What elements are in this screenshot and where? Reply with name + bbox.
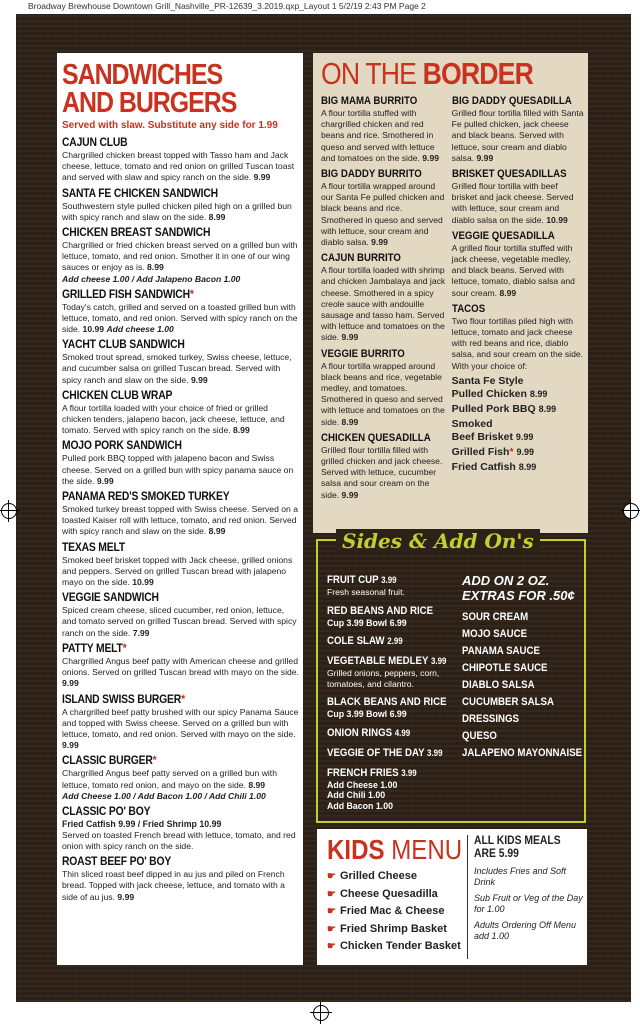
taco-label: Fried Catfish bbox=[451, 460, 516, 473]
item-star: * bbox=[189, 288, 194, 301]
item-description bbox=[62, 240, 299, 274]
item-description-text: Southwestern style pulled chicken piled high on a grilled bun with spicy ranch and slaw on the side. bbox=[62, 200, 292, 222]
kids-item-label: Fried Shrimp Basket bbox=[339, 922, 447, 935]
item-star: * bbox=[122, 642, 127, 655]
side-name-text: ONION RINGS bbox=[327, 726, 393, 739]
extra-sauce: JALAPENO MAYONNAISE bbox=[462, 747, 583, 759]
item-description-text: Smoked beef brisket topped with Jack cheese, grilled onions and peppers. Served on grilled Tuscan bread with jalapeno mayo on the side. bbox=[62, 554, 293, 588]
border-item-price: 8.99 bbox=[499, 287, 517, 298]
item-extra: Add cheese 1.00 bbox=[106, 324, 174, 335]
item-price-line: Fried Catfish 9.99 / Fried Shrimp 10.99 bbox=[62, 818, 222, 829]
menu-item bbox=[62, 541, 299, 589]
item-price: 9.99 bbox=[253, 172, 271, 183]
border-item-description bbox=[452, 108, 584, 164]
item-name bbox=[62, 187, 275, 201]
extras-title-1: ADD ON 2 OZ. bbox=[462, 573, 550, 588]
taco-label: Smoked bbox=[451, 417, 493, 430]
item-name-text: ROAST BEEF PO' BOY bbox=[62, 856, 172, 869]
item-star: * bbox=[152, 755, 157, 768]
border-item-text: A flour tortilla loaded with shrimp and chicken Jambalaya and jack cheese. Smothered in a spicy creole sauce with andouille sausage and tasso ham. Served with lettuce and tomatoes on the side. bbox=[321, 265, 446, 343]
pointer-icon: ☛ bbox=[327, 906, 336, 917]
kids-panel bbox=[317, 829, 587, 965]
border-item-description bbox=[321, 445, 446, 501]
border-item-description bbox=[321, 181, 446, 248]
item-description bbox=[62, 555, 299, 589]
item-name-text: CAJUN CLUB bbox=[62, 137, 128, 149]
item-description-text: Served on toasted French bread with lettuce, tomato, and red onion with spicy ranch on the side. bbox=[62, 829, 296, 851]
item-description-text: Chargrilled Angus beef patty served on a grilled bun with lettuce, tomato red onion, and mayo on the side. bbox=[62, 768, 277, 790]
taco-price: 9.99 bbox=[516, 446, 534, 457]
item-name-text: TEXAS MELT bbox=[62, 541, 125, 554]
item-name-text: CHICKEN CLUB WRAP bbox=[62, 389, 173, 402]
kids-info-line: Adults Ordering Off Menu add 1.00 bbox=[474, 920, 577, 941]
side-name-text: RED BEANS AND RICE bbox=[327, 604, 434, 617]
item-name bbox=[62, 338, 275, 352]
menu-item bbox=[62, 439, 299, 487]
tacos-name: TACOS bbox=[451, 302, 485, 315]
pointer-icon: ☛ bbox=[327, 871, 336, 882]
border-column-2 bbox=[452, 94, 584, 504]
item-name bbox=[62, 226, 275, 240]
item-name-text: SANTA FE CHICKEN SANDWICH bbox=[62, 187, 218, 200]
item-name-text: PATTY MELT bbox=[62, 642, 123, 655]
item-description-text: Chargrilled chicken breast topped with Tasso ham and Jack cheese, lettuce, tomato and red onion on grilled Tuscan toast and served with slaw and spicy ranch on the side. bbox=[62, 150, 295, 183]
border-item-price: 9.99 bbox=[422, 152, 440, 163]
item-price: 10.99 bbox=[82, 324, 105, 335]
extras-column bbox=[462, 573, 584, 764]
item-description-text: A chargrilled beef patty brushed with our spicy Panama Sauce and topped with Swiss cheese. Served on a grilled bun with lettuce, tomato, and red onion. Served with mayo on the side. bbox=[62, 706, 299, 739]
taco-label: Santa Fe Style bbox=[451, 374, 524, 387]
item-price: 10.99 bbox=[132, 577, 154, 588]
sandwiches-subtitle: Served with slaw. Substitute any side for 1.99 bbox=[62, 120, 278, 131]
side-item bbox=[327, 746, 462, 760]
border-item-description bbox=[452, 181, 584, 226]
border-title-b: BORDER bbox=[422, 56, 534, 91]
side-name-text: FRUIT CUP bbox=[327, 574, 379, 586]
burgers-title: AND BURGERS bbox=[62, 87, 237, 119]
item-name bbox=[62, 855, 275, 869]
pointer-icon: ☛ bbox=[327, 888, 336, 900]
taco-label-2: Beef Brisket bbox=[451, 430, 513, 443]
side-name-text: VEGETABLE MEDLEY bbox=[327, 655, 429, 667]
side-price: 4.99 bbox=[394, 727, 411, 738]
item-description-text: Pulled pork BBQ topped with jalapeno bacon and Swiss cheese. Served on a grilled bun with spicy panama sauce on the side. bbox=[62, 453, 294, 486]
border-item-price: 9.99 bbox=[341, 489, 359, 500]
sides-panel bbox=[316, 529, 586, 823]
kids-title-b: MENU bbox=[384, 834, 463, 865]
taco-options bbox=[452, 375, 584, 474]
kids-item-label: Cheese Quesadilla bbox=[339, 887, 438, 900]
side-item bbox=[327, 695, 462, 720]
side-price-line: Cup 3.99 Bowl 6.99 bbox=[327, 617, 407, 628]
menu-item bbox=[62, 805, 299, 852]
border-item-name: BIG DADDY BURRITO bbox=[321, 168, 422, 181]
border-item-description bbox=[321, 108, 446, 164]
side-name-text: FRENCH FRIES bbox=[327, 766, 399, 779]
border-item-price: 10.99 bbox=[546, 214, 568, 225]
item-description-text: Chargrilled or fried chicken breast served on a grilled bun with lettuce, tomato, and red onion. Smother it in one of our wing sauces or enjoy as is. bbox=[62, 240, 298, 273]
border-item-text: A flour tortilla wrapped around black beans and rice, vegetable medley, and tomatoes. Smothered in queso and served with lettuce and tomatoes on the side. bbox=[321, 360, 445, 427]
border-item-name: BRISKET QUESADILLAS bbox=[451, 168, 567, 181]
taco-option bbox=[452, 461, 584, 474]
item-name-text: ISLAND SWISS BURGER bbox=[62, 693, 182, 706]
kids-title-a: KIDS bbox=[327, 834, 385, 865]
side-price: 3.99 bbox=[381, 575, 397, 585]
item-name bbox=[62, 439, 275, 453]
registration-mark-icon bbox=[313, 1005, 329, 1021]
taco-price: 8.99 bbox=[538, 403, 557, 414]
side-item bbox=[327, 634, 462, 648]
item-price: 8.99 bbox=[233, 425, 250, 436]
item-description bbox=[62, 201, 299, 223]
registration-mark-icon bbox=[623, 503, 639, 519]
kids-info-line: Sub Fruit or Veg of the Day for 1.00 bbox=[474, 893, 583, 914]
sides-title: Sides & Add On's bbox=[336, 529, 540, 553]
menu-item bbox=[62, 389, 299, 437]
border-item-text: A flour tortilla stuffed with chargrilled chicken and red beans and rice. Smothered in queso and served with lettuce and tomatoes on the side. bbox=[321, 108, 435, 163]
taco-label: Grilled Fish bbox=[451, 445, 510, 458]
item-description bbox=[62, 453, 299, 487]
item-name bbox=[62, 389, 275, 403]
side-description: Fresh seasonal fruit. bbox=[327, 587, 405, 597]
item-name-text: CLASSIC PO' BOY bbox=[62, 805, 151, 818]
border-item-description bbox=[321, 265, 446, 343]
item-description bbox=[62, 869, 299, 903]
menu-item bbox=[62, 591, 299, 639]
side-price-line: Cup 3.99 Bowl 6.99 bbox=[327, 709, 407, 719]
side-name bbox=[327, 695, 446, 709]
menu-item bbox=[62, 642, 299, 690]
border-item-text: Grilled flour tortilla filled with Santa Fe pulled chicken, jack cheese and black beans. Served with lettuce, sour cream and diablo salsa. bbox=[451, 108, 584, 163]
side-name bbox=[327, 746, 446, 760]
item-extra: Add cheese 1.00 / Add Jalapeno Bacon 1.00 bbox=[62, 273, 241, 284]
border-item-price: 9.99 bbox=[341, 332, 359, 343]
menu-item bbox=[62, 490, 299, 538]
item-price: 9.99 bbox=[96, 475, 114, 486]
item-price: 9.99 bbox=[190, 374, 208, 385]
side-name bbox=[327, 604, 446, 618]
side-name-text: COLE SLAW bbox=[327, 635, 385, 647]
item-description-text: Chargrilled Angus beef patty with American cheese and grilled onions. Served on grilled Tuscan bread with mayo on the side. bbox=[62, 655, 299, 678]
item-name-text: CHICKEN BREAST SANDWICH bbox=[62, 227, 211, 240]
kids-item-label: Grilled Cheese bbox=[339, 870, 418, 882]
side-price-line: Add Cheese 1.00 Add Chili 1.00 Add Bacon 1.00 bbox=[327, 779, 398, 811]
item-price: 7.99 bbox=[132, 627, 150, 638]
item-description bbox=[62, 656, 299, 690]
item-price: 9.99 bbox=[62, 740, 79, 751]
border-item-name: BIG MAMA BURRITO bbox=[321, 95, 418, 107]
item-price: 8.99 bbox=[248, 779, 266, 790]
item-extra: Add Cheese 1.00 / Add Bacon 1.00 / Add Chili 1.00 bbox=[62, 790, 266, 801]
item-price: 8.99 bbox=[208, 526, 226, 537]
item-name bbox=[62, 693, 275, 707]
kids-item-label: Fried Mac & Cheese bbox=[339, 905, 445, 917]
extra-sauce: PANAMA SAUCE bbox=[462, 645, 540, 657]
side-name bbox=[327, 654, 446, 668]
side-name bbox=[327, 726, 446, 740]
extras-list bbox=[462, 611, 584, 759]
taco-option bbox=[452, 418, 584, 444]
item-description bbox=[62, 707, 299, 752]
item-description-text: Today's catch, grilled and served on a toasted grilled bun with lettuce, tomato, and red onion. Served with spicy ranch on the side. bbox=[62, 301, 298, 335]
border-item-price: 9.99 bbox=[371, 237, 388, 248]
item-price: 8.99 bbox=[147, 262, 164, 273]
item-description bbox=[62, 830, 299, 852]
side-item bbox=[327, 654, 462, 689]
extras-title-2: EXTRAS FOR .50¢ bbox=[462, 588, 575, 603]
kids-divider bbox=[467, 835, 468, 959]
pointer-icon: ☛ bbox=[327, 923, 336, 935]
extra-sauce: SOUR CREAM bbox=[462, 611, 529, 623]
taco-price: 8.99 bbox=[529, 388, 548, 399]
sides-list bbox=[327, 573, 462, 817]
side-item bbox=[327, 604, 462, 629]
menu-item bbox=[62, 855, 299, 903]
menu-item bbox=[62, 338, 299, 386]
kids-info bbox=[474, 835, 584, 942]
item-name bbox=[62, 805, 275, 819]
item-name bbox=[62, 754, 275, 768]
item-price: 9.99 bbox=[117, 891, 135, 902]
extra-sauce: CHIPOTLE SAUCE bbox=[462, 662, 548, 674]
item-description bbox=[62, 150, 299, 184]
menu-item bbox=[62, 226, 299, 285]
item-name bbox=[62, 490, 275, 504]
kids-price-title-1: ALL KIDS MEALS bbox=[474, 835, 561, 847]
extra-sauce: MOJO SAUCE bbox=[462, 628, 528, 640]
item-name-text: MOJO PORK SANDWICH bbox=[62, 440, 182, 453]
border-item-name: VEGGIE QUESADILLA bbox=[451, 229, 555, 242]
side-price: 2.99 bbox=[387, 636, 403, 646]
border-item-text: A grilled flour tortilla stuffed with jack cheese, vegetable medley, and black beans. Served with lettuce, tomato, diablo salsa and sour cream. bbox=[451, 242, 575, 298]
taco-price: 8.99 bbox=[518, 461, 537, 472]
item-price: 8.99 bbox=[208, 211, 226, 222]
taco-option bbox=[452, 446, 584, 459]
border-item-description bbox=[452, 243, 584, 299]
border-item-text: Grilled flour tortilla filled with grilled chicken and jack cheese. Served with lettuce, cucumber salsa and sour cream on the side. bbox=[321, 444, 443, 500]
extra-sauce: DRESSINGS bbox=[462, 713, 520, 725]
sandwich-list bbox=[62, 136, 299, 903]
side-name bbox=[327, 634, 446, 648]
side-price: 3.99 bbox=[430, 656, 447, 666]
item-price: 9.99 bbox=[62, 678, 79, 689]
border-column-1 bbox=[321, 94, 446, 504]
item-name bbox=[62, 288, 275, 302]
item-description-text: Smoked turkey breast topped with Swiss cheese. Served on a toasted Kaiser roll with lettuce, tomato, and red onion. Served with spicy ranch and slaw on the side. bbox=[62, 504, 298, 537]
border-item-text: Grilled flour tortilla with beef brisket and jack cheese. Served with lettuce, sour cream and diablo salsa on the side. bbox=[451, 181, 574, 225]
item-description bbox=[62, 352, 299, 386]
item-description bbox=[62, 768, 299, 790]
registration-mark-icon bbox=[1, 503, 17, 519]
border-item-description bbox=[321, 361, 446, 428]
item-description-text: Spiced cream cheese, sliced cucumber, red onion, lettuce, and tomato served on grilled Tuscan bread. Served with spicy ranch on the side. bbox=[62, 605, 297, 638]
sandwiches-title: SANDWICHES bbox=[62, 59, 223, 91]
side-description: Grilled onions, peppers, corn, tomatoes, and cilantro. bbox=[327, 668, 440, 689]
item-description-text: Smoked trout spread, smoked turkey, Swiss cheese, lettuce, and cucumber salsa on grilled Tuscan bread. Served with spicy ranch and slaw on the side. bbox=[62, 352, 292, 385]
border-item-price: 8.99 bbox=[341, 416, 359, 427]
border-item-text: A flour tortilla wrapped around our Santa Fe pulled chicken and black beans and rice. Smothered in queso and served with lettuce, sour cream and diablo salsa. bbox=[321, 181, 445, 248]
item-star: * bbox=[181, 693, 185, 706]
taco-label: Pulled Pork BBQ bbox=[451, 402, 536, 415]
print-slug-header: Broadway Brewhouse Downtown Grill_Nashville_PR-12639_3.2019.qxp_Layout 1 5/2/19 2:43 PM Page 2 bbox=[28, 1, 426, 11]
item-name bbox=[62, 541, 275, 555]
item-description bbox=[62, 302, 299, 336]
item-name-text: GRILLED FISH SANDWICH bbox=[62, 288, 190, 301]
side-item bbox=[327, 726, 462, 740]
border-title bbox=[321, 58, 545, 90]
tacos-desc: Two flour tortillas piled high with lettuce, tomato and jack cheese with red beans and rice, diablo salsa, and sour cream on the side. With your choice of: bbox=[451, 315, 584, 371]
item-name-text: VEGGIE SANDWICH bbox=[62, 592, 159, 605]
extra-sauce: QUESO bbox=[462, 730, 497, 742]
item-name bbox=[62, 136, 275, 150]
taco-price: 9.99 bbox=[515, 431, 534, 442]
item-description-text: Thin sliced roast beef dipped in au jus and piled on French bread. Topped with jack cheese, lettuce, and tomato with a side of au jus. bbox=[62, 869, 285, 902]
extra-sauce: CUCUMBER SALSA bbox=[462, 696, 554, 708]
kids-info-line: Includes Fries and Soft Drink bbox=[474, 866, 567, 887]
item-name bbox=[62, 642, 275, 656]
side-name-text: VEGGIE OF THE DAY bbox=[327, 746, 425, 759]
item-name-text: CLASSIC BURGER bbox=[62, 755, 153, 768]
menu-item bbox=[62, 288, 299, 336]
border-item-price: 9.99 bbox=[476, 152, 494, 163]
item-name-text: YACHT CLUB SANDWICH bbox=[62, 339, 185, 352]
border-item-name: CHICKEN QUESADILLA bbox=[321, 431, 431, 444]
sandwiches-panel bbox=[57, 53, 303, 965]
item-description bbox=[62, 605, 299, 639]
pointer-icon: ☛ bbox=[327, 941, 336, 952]
taco-label-2: Pulled Chicken bbox=[451, 387, 527, 400]
side-name bbox=[327, 766, 446, 780]
taco-option bbox=[452, 403, 584, 416]
side-price: 3.99 bbox=[401, 767, 417, 778]
item-name-text: PANAMA RED'S SMOKED TURKEY bbox=[62, 491, 230, 504]
item-description-text: A flour tortilla loaded with your choice of fried or grilled chicken tenders, jalapeno bacon, jack cheese, lettuce, and tomato. Served with spicy ranch on the side. bbox=[62, 402, 285, 436]
side-price: 3.99 bbox=[427, 747, 443, 758]
side-name-text: BLACK BEANS AND RICE bbox=[327, 696, 447, 708]
border-item-name: CAJUN BURRITO bbox=[321, 252, 401, 265]
menu-item bbox=[62, 754, 299, 801]
kids-item-label: Chicken Tender Basket bbox=[339, 940, 461, 952]
border-panel bbox=[313, 53, 588, 533]
kids-price-title-2: ARE 5.99 bbox=[474, 848, 519, 860]
border-item-name: BIG DADDY QUESADILLA bbox=[451, 95, 572, 107]
taco-star: * bbox=[509, 445, 514, 458]
border-title-a: ON THE bbox=[321, 56, 423, 91]
side-name bbox=[327, 573, 446, 587]
border-item-name: VEGGIE BURRITO bbox=[321, 347, 405, 360]
menu-item bbox=[62, 187, 299, 223]
item-name bbox=[62, 591, 275, 605]
taco-option bbox=[452, 375, 584, 401]
menu-item bbox=[62, 693, 299, 752]
item-description bbox=[62, 504, 299, 538]
side-item bbox=[327, 573, 462, 598]
extras-title bbox=[462, 573, 584, 603]
menu-item bbox=[62, 136, 299, 184]
item-description bbox=[62, 403, 299, 437]
extra-sauce: DIABLO SALSA bbox=[462, 679, 535, 691]
side-item bbox=[327, 766, 462, 812]
